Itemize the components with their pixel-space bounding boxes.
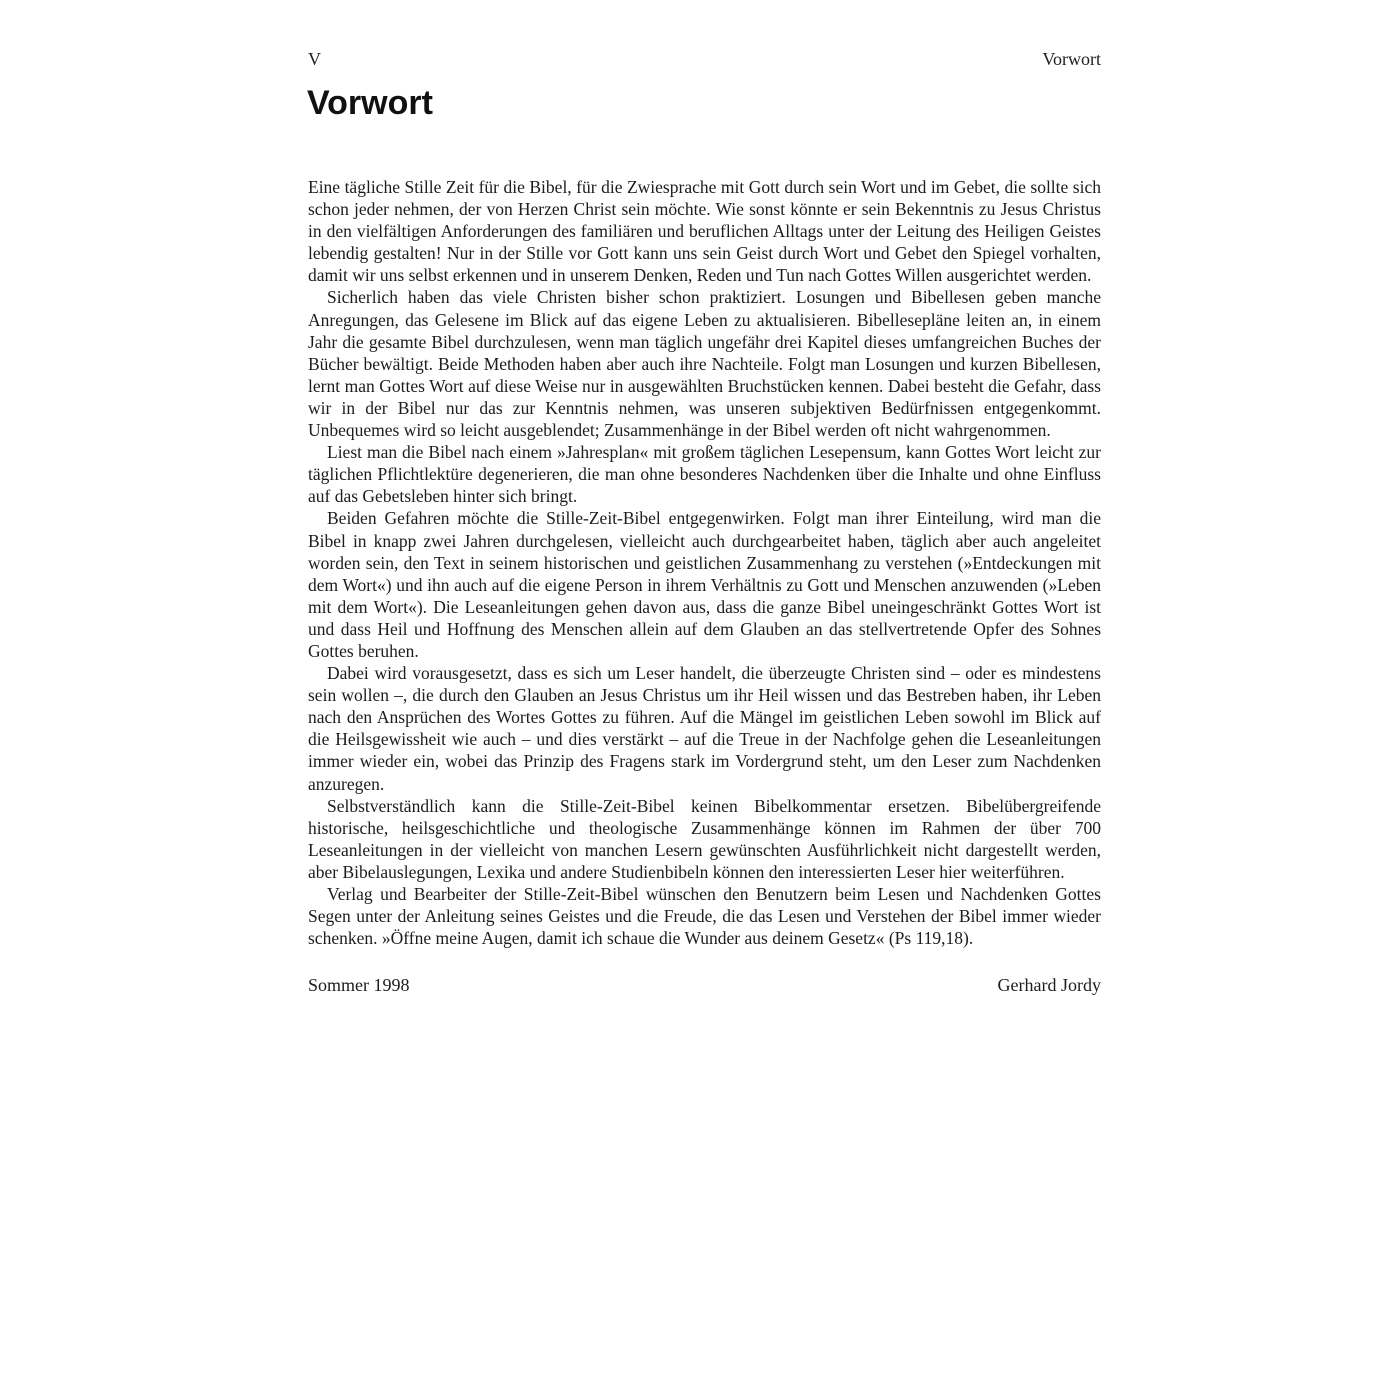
paragraph: Eine tägliche Stille Zeit für die Bibel, für die Zwiesprache mit Gott durch sein Wort und im Gebet, die sollte sich schon jeder nehmen, der von Herzen Christ sein möchte. Wie sonst könnte er sein Bekenntnis zu Jesus Christus in den vielfältigen Anforderungen des familiären und beruflichen Alltags unter der Leitung des Heiligen Geistes lebendig gestalten! Nur in der Stille vor Gott kann uns sein Geist durch Wort und Gebet den Spiegel vorhalten, damit wir uns selbst erkennen und in unserem Denken, Reden und Tun nach Gottes Willen ausgerichtet werden. — [308, 177, 1101, 286]
page-number: V — [308, 49, 321, 69]
page-title: Vorwort — [307, 84, 433, 122]
closing-author: Gerhard Jordy — [997, 975, 1101, 996]
paragraph: Dabei wird vorausgesetzt, dass es sich um Leser handelt, die überzeugte Christen sind – oder es mindestens sein wollen –, die durch den Glauben an Jesus Christus um ihr Heil wissen und das Bestreben haben, ihr Leben nach den Ansprüchen des Wortes Gottes zu führen. Auf die Mängel im geistlichen Leben sowohl im Blick auf die Heilsgewissheit wie auch – und dies verstärkt – auf die Treue in der Nachfolge gehen die Leseanleitungen immer wieder ein, wobei das Prinzip des Fragens stark im Vordergrund steht, um den Leser zum Nachdenken anzuregen. — [308, 663, 1101, 794]
paragraph: Verlag und Bearbeiter der Stille-Zeit-Bibel wünschen den Benutzern beim Lesen und Nachdenken Gottes Segen unter der Anleitung seines Geistes und die Freude, die das Lesen und Verstehen der Bibel immer wieder schenken. »Öffne meine Augen, damit ich schaue die Wunder aus deinem Gesetz« (Ps 119,18). — [308, 884, 1101, 949]
running-head-section: Vorwort — [1042, 49, 1101, 69]
paragraph: Liest man die Bibel nach einem »Jahresplan« mit großem täglichen Lesepensum, kann Gottes Wort leicht zur täglichen Pflichtlektüre degenerieren, die man ohne besonderes Nachdenken über die Inhalte und ohne Einfluss auf das Gebetsleben hinter sich bringt. — [308, 442, 1101, 507]
paragraph: Sicherlich haben das viele Christen bisher schon praktiziert. Losungen und Bibellesen geben manche Anregungen, das Gelesene im Blick auf das eigene Leben zu aktualisieren. Bibellesepläne leiten an, in einem Jahr die gesamte Bibel durchzulesen, wenn man täglich ungefähr drei Kapitel dieses umfangreichen Buches der Bücher bewältigt. Beide Methoden haben aber auch ihre Nachteile. Folgt man Losungen und kurzen Bibellesen, lernt man Gottes Wort auf diese Weise nur in ausgewählten Bruchstücken kennen. Dabei besteht die Gefahr, dass wir in der Bibel nur das zur Kenntnis nehmen, was unseren subjektiven Bedürfnissen entgegenkommt. Unbequemes wird so leicht ausgeblendet; Zusammenhänge in der Bibel werden oft nicht wahrgenommen. — [308, 287, 1101, 441]
closing-line — [308, 973, 1101, 997]
paragraph: Beiden Gefahren möchte die Stille-Zeit-Bibel entgegenwirken. Folgt man ihrer Einteilung, wird man die Bibel in knapp zwei Jahren durchgelesen, vielleicht auch durchgearbeitet haben, täglich aber auch angeleitet worden sein, den Text in seinem historischen und geistlichen Zusammenhang zu verstehen (»Entdeckungen mit dem Wort«) und ihn auch auf die eigene Person in ihrem Verhältnis zu Gott und Menschen anzuwenden (»Leben mit dem Wort«). Die Leseanleitungen gehen davon aus, dass die ganze Bibel uneingeschränkt Gottes Wort ist und dass Heil und Hoffnung des Menschen allein auf dem Glauben an das stellvertretende Opfer des Sohnes Gottes beruhen. — [308, 508, 1101, 661]
running-head — [308, 44, 1101, 74]
paragraph: Selbstverständlich kann die Stille-Zeit-Bibel keinen Bibelkommentar ersetzen. Bibelübergreifende historische, heilsgeschichtliche und theologische Zusammenhänge können im Rahmen der über 700 Leseanleitungen in der vielleicht von manchen Lesern gewünschten Ausführlichkeit nicht dargestellt werden, aber Bibelauslegungen, Lexika und andere Studienbibeln können den interessierten Leser hier weiterführen. — [308, 795, 1101, 882]
body-text — [308, 176, 1101, 949]
document-page — [308, 44, 1101, 997]
closing-date: Sommer 1998 — [308, 975, 410, 996]
